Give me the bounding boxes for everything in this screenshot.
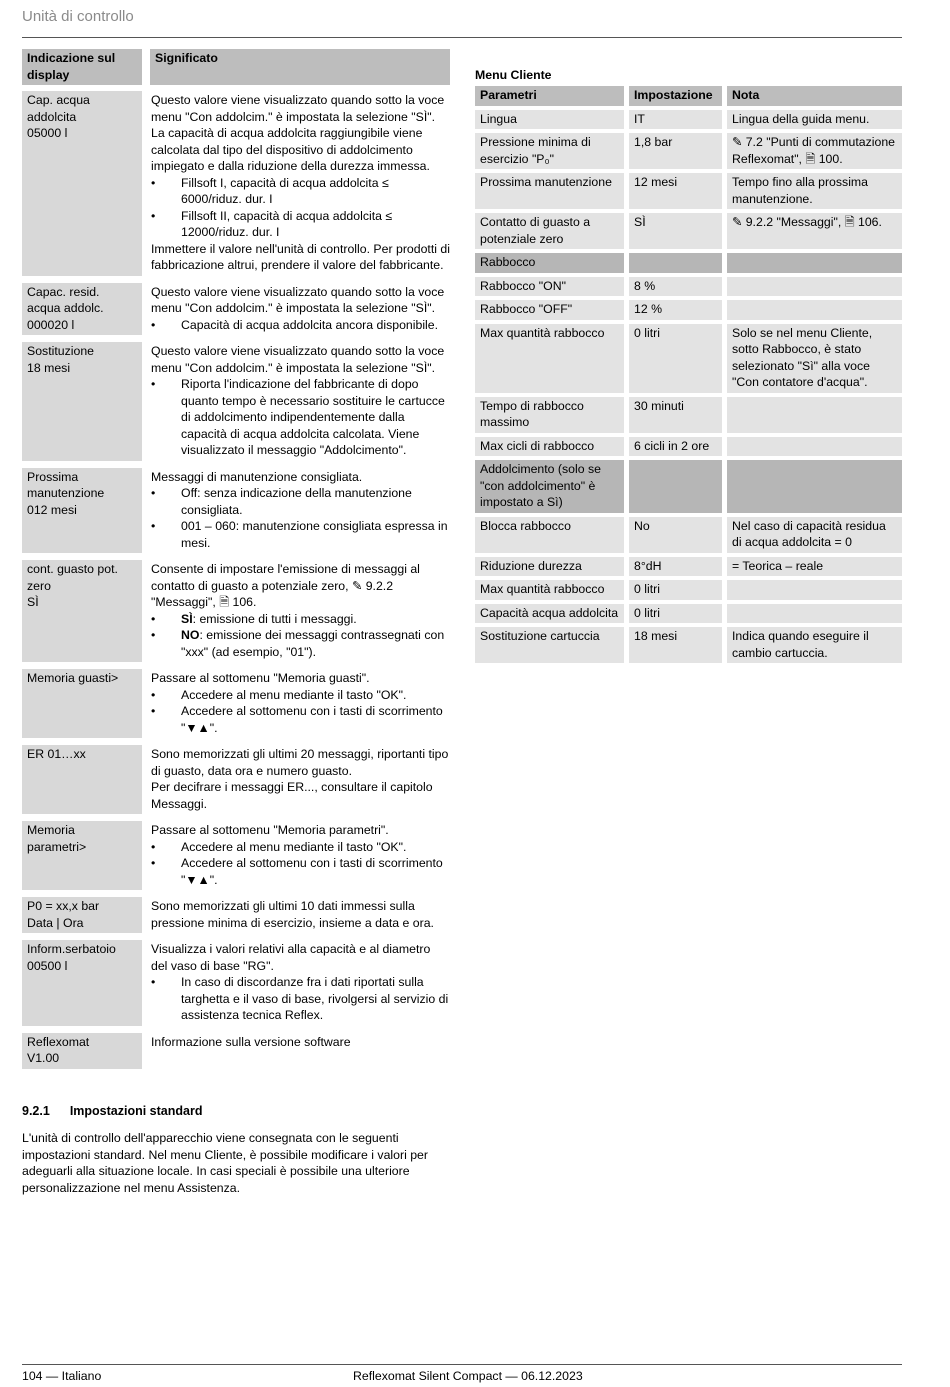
meaning-text: Immettere il valore nell'unità di controllo. Per prodotti di fabbricazione altrui, prendere il valore del fabbricante. <box>151 241 450 272</box>
parameter-cell: Lingua <box>475 110 624 130</box>
parameter-cell: Pressione minima di esercizio "P₀" <box>475 133 624 169</box>
display-line: V1.00 <box>27 1051 60 1065</box>
bullet-item: • In caso di discordanze fra i dati riportati sulla targhetta e il vaso di base, rivolgersi al servizio di assistenza tecnica Reflex. <box>151 974 450 1024</box>
meaning-cell <box>150 342 450 461</box>
parameter-cell: Tempo di rabbocco massimo <box>475 397 624 433</box>
column-header: Impostazione <box>629 86 722 106</box>
setting-cell <box>629 253 722 273</box>
note-cell: ✎ 9.2.2 "Messaggi", 🗎 106. <box>727 213 902 249</box>
bullet-item: • 001 – 060: manutenzione consigliata espressa in mesi. <box>151 518 450 551</box>
meaning-text: Passare al sottomenu "Memoria guasti". <box>151 671 370 685</box>
display-line: 05000 l <box>27 126 68 140</box>
meaning-cell <box>150 745 450 814</box>
display-line: 18 mesi <box>27 360 71 375</box>
display-indication-cell <box>22 342 142 461</box>
meaning-cell <box>150 669 450 738</box>
bullet-item: • Accedere al menu mediante il tasto "OK". <box>151 839 450 856</box>
footer-document-info: Reflexomat Silent Compact — 06.12.2023 <box>353 1369 583 1383</box>
bullet-item: • Off: senza indicazione della manutenzione consigliata. <box>151 485 450 518</box>
header-divider <box>22 37 902 38</box>
meaning-text: Passare al sottomenu "Memoria parametri". <box>151 823 389 837</box>
section-paragraph: L'unità di controllo dell'apparecchio viene consegnata con le seguenti impostazioni standard. Nel menu Cliente, è possibile modificare i valori per adeguarli alla situazione locale. In casi speciali è possibile una ulteriore personalizzazione nel menu Assistenza. <box>22 1131 428 1195</box>
setting-cell: 1,8 bar <box>629 133 722 169</box>
parameter-cell: Max cicli di rabbocco <box>475 437 624 457</box>
note-cell <box>727 604 902 624</box>
display-indication-cell <box>22 1033 142 1069</box>
parameter-cell: Prossima manutenzione <box>475 173 624 209</box>
parameter-cell: Blocca rabbocco <box>475 517 624 553</box>
setting-cell: 8°dH <box>629 557 722 577</box>
bullet-item <box>151 611 450 628</box>
meaning-text: La capacità di acqua addolcita raggiungibile viene calcolata dal tipo del dispositivo di addolcimento impiegato e dalla riduzione della durezza immessa. <box>151 126 430 173</box>
section-number: 9.2.1 <box>22 1104 50 1118</box>
parameter-cell: Riduzione durezza <box>475 557 624 577</box>
note-cell: Solo se nel menu Cliente, sotto Rabbocco, è stato selezionato "Sì" alla voce "Con contatore d'acqua". <box>727 324 902 393</box>
display-line: ER 01…xx <box>27 747 86 761</box>
meaning-cell <box>150 940 450 1026</box>
bullet-item: • Riporta l'indicazione del fabbricante di dopo quanto tempo è necessario sostituire le cartucce di addolcimento indipendentemente dalla capacità di acqua addolcita calcolata. Viene visualizzato il messaggio "Addolcimento". <box>151 376 450 459</box>
display-line: addolcita <box>27 109 77 124</box>
bullet-keyword: NO <box>181 628 200 642</box>
table-row <box>475 277 902 297</box>
note-cell: Lingua della guida menu. <box>727 110 902 130</box>
meaning-cell <box>150 1033 450 1069</box>
bullet-item: • Accedere al menu mediante il tasto "OK". <box>151 687 450 704</box>
note-cell: = Teorica – reale <box>727 557 902 577</box>
meaning-text: Sono memorizzati gli ultimi 10 dati immessi sulla pressione minima di esercizio, insieme a data e ora. <box>151 899 434 930</box>
note-cell <box>727 437 902 457</box>
meaning-text: Visualizza i valori relativi alla capacità e al diametro del vaso di base "RG". <box>151 942 431 973</box>
bullet-item: • Fillsoft II, capacità di acqua addolcita ≤ 12000/riduz. dur. I <box>151 208 450 241</box>
parameter-cell: Max quantità rabbocco <box>475 324 624 393</box>
display-line: Memoria <box>27 823 75 837</box>
meaning-text: Questo valore viene visualizzato quando sotto la voce menu "Con addolcim." è impostata la selezione "SÌ". <box>151 344 445 375</box>
display-line: parametri> <box>27 839 87 854</box>
meaning-text: Sono memorizzati gli ultimi 20 messaggi, riportanti tipo di guasto, data ora e numero guasto. <box>151 747 449 778</box>
setting-cell: 30 minuti <box>629 397 722 433</box>
setting-cell: 12 mesi <box>629 173 722 209</box>
note-cell <box>727 397 902 433</box>
table-row <box>22 91 450 276</box>
setting-cell: 8 % <box>629 277 722 297</box>
display-indication-cell <box>22 940 142 1026</box>
table-row <box>22 468 450 554</box>
parameter-cell: Sostituzione cartuccia <box>475 627 624 663</box>
bullet-item: • Fillsoft I, capacità di acqua addolcita ≤ 6000/riduz. dur. I <box>151 175 450 208</box>
parameter-cell: Rabbocco "ON" <box>475 277 624 297</box>
meaning-text: Per decifrare i messaggi ER..., consultare il capitolo Messaggi. <box>151 780 433 811</box>
parameter-cell: Capacità acqua addolcita <box>475 604 624 624</box>
group-row <box>475 253 902 273</box>
setting-cell: IT <box>629 110 722 130</box>
display-line: Reflexomat <box>27 1034 90 1049</box>
setting-cell <box>629 460 722 513</box>
setting-cell: 18 mesi <box>629 627 722 663</box>
parameter-cell: Contatto di guasto a potenziale zero <box>475 213 624 249</box>
table-row <box>475 397 902 433</box>
note-cell <box>727 460 902 513</box>
meaning-cell <box>150 560 450 662</box>
display-line: manutenzione <box>27 486 105 500</box>
display-line: Memoria guasti> <box>27 671 119 685</box>
bullet-text: : emissione di tutti i messaggi. <box>192 611 357 626</box>
column-header: Significato <box>150 49 450 85</box>
table-row <box>475 324 902 393</box>
display-indication-cell <box>22 745 142 814</box>
table-row <box>22 560 450 662</box>
customer-menu-table <box>475 86 902 667</box>
meaning-cell <box>150 897 450 933</box>
display-line: cont. guasto pot. <box>27 562 118 576</box>
parameter-cell: Addolcimento (solo se "con addolcimento" è impostato a Sì) <box>475 460 624 513</box>
meaning-text: Messaggi di manutenzione consigliata. <box>151 469 363 484</box>
display-line: 012 mesi <box>27 502 77 517</box>
note-cell: ✎ 7.2 "Punti di commutazione Reflexomat", 🗎 100. <box>727 133 902 169</box>
section-heading <box>22 1103 222 1120</box>
bullet-item <box>151 627 450 660</box>
bullet-keyword: SÌ <box>181 611 193 626</box>
column-header: Parametri <box>475 86 624 106</box>
display-line: Prossima <box>27 469 79 484</box>
table-row <box>22 283 450 336</box>
note-cell: Indica quando eseguire il cambio cartuccia. <box>727 627 902 663</box>
display-line: Cap. acqua <box>27 93 90 107</box>
parameter-cell: Rabbocco <box>475 253 624 273</box>
display-indication-cell <box>22 91 142 276</box>
table-row <box>22 669 450 738</box>
display-line: Inform.serbatoio <box>27 942 116 956</box>
table-row <box>475 110 902 130</box>
display-indication-cell <box>22 669 142 738</box>
table-row <box>22 342 450 461</box>
meaning-text: Questo valore viene visualizzato quando sotto la voce menu "Con addolcim." è impostata la selezione "SÌ". <box>151 93 445 124</box>
display-line: 00500 l <box>27 958 68 973</box>
bullet-text: : emissione dei messaggi contrassegnati con "xxx" (ad esempio, "01"). <box>181 628 445 659</box>
display-line: 000020 l <box>27 317 75 332</box>
table-row <box>475 213 902 249</box>
setting-cell: SÌ <box>629 213 722 249</box>
bullet-item: • Accedere al sottomenu con i tasti di scorrimento "▼▲". <box>151 703 450 736</box>
table-row <box>22 1033 450 1069</box>
note-cell <box>727 580 902 600</box>
note-cell <box>727 300 902 320</box>
table-row <box>22 940 450 1026</box>
meaning-text: Questo valore viene visualizzato quando sotto la voce menu "Con addolcim." è impostata la selezione "SÌ". <box>151 284 445 315</box>
note-cell <box>727 277 902 297</box>
display-indication-cell <box>22 897 142 933</box>
display-line: P0 = xx,x bar <box>27 899 100 913</box>
section-title: Impostazioni standard <box>69 1104 203 1118</box>
display-line: SÌ <box>27 595 39 609</box>
group-row <box>475 460 902 513</box>
footer-divider <box>22 1364 902 1365</box>
table-row <box>22 821 450 890</box>
table-row <box>475 604 902 624</box>
setting-cell: 12 % <box>629 300 722 320</box>
note-cell: Nel caso di capacità residua di acqua addolcita = 0 <box>727 517 902 553</box>
meaning-cell <box>150 821 450 890</box>
table-header-row <box>22 49 450 85</box>
display-indication-cell <box>22 283 142 336</box>
parameter-cell: Max quantità rabbocco <box>475 580 624 600</box>
display-line: acqua addolc. <box>27 301 104 315</box>
meaning-text: Consente di impostare l'emissione di messaggi al contatto di guasto a potenziale zero, ✎ 9.2.2 "Messaggi", 🗎 106. <box>151 562 420 609</box>
page-header-title: Unità di controllo <box>22 8 134 25</box>
table-row <box>475 627 902 663</box>
table-row <box>475 300 902 320</box>
table-row <box>22 897 450 933</box>
table-row <box>475 557 902 577</box>
table-header-row <box>475 86 902 106</box>
setting-cell: 6 cicli in 2 ore <box>629 437 722 457</box>
meaning-cell <box>150 468 450 554</box>
table-row <box>475 580 902 600</box>
footer-page-info: 104 — Italiano <box>22 1369 102 1383</box>
customer-menu-title: Menu Cliente <box>475 68 552 82</box>
display-line: Sostituzione <box>27 344 94 358</box>
bullet-item: • Capacità di acqua addolcita ancora disponibile. <box>151 317 450 334</box>
column-header: Nota <box>727 86 902 106</box>
display-indication-cell <box>22 560 142 662</box>
meaning-cell <box>150 91 450 276</box>
display-indication-cell <box>22 821 142 890</box>
display-meaning-table <box>22 49 450 1076</box>
meaning-text: Informazione sulla versione software <box>151 1034 351 1049</box>
display-indication-cell <box>22 468 142 554</box>
setting-cell: No <box>629 517 722 553</box>
table-row <box>475 517 902 553</box>
meaning-cell <box>150 283 450 336</box>
display-line: Data | Ora <box>27 915 84 930</box>
bullet-item: • Accedere al sottomenu con i tasti di scorrimento "▼▲". <box>151 855 450 888</box>
display-line: Capac. resid. <box>27 284 100 299</box>
table-row <box>475 437 902 457</box>
table-row <box>22 745 450 814</box>
setting-cell: 0 litri <box>629 324 722 393</box>
display-line: zero <box>27 578 51 593</box>
note-cell <box>727 253 902 273</box>
parameter-cell: Rabbocco "OFF" <box>475 300 624 320</box>
table-row <box>475 173 902 209</box>
setting-cell: 0 litri <box>629 604 722 624</box>
column-header: Indicazione sul display <box>22 49 142 85</box>
note-cell: Tempo fino alla prossima manutenzione. <box>727 173 902 209</box>
setting-cell: 0 litri <box>629 580 722 600</box>
table-row <box>475 133 902 169</box>
